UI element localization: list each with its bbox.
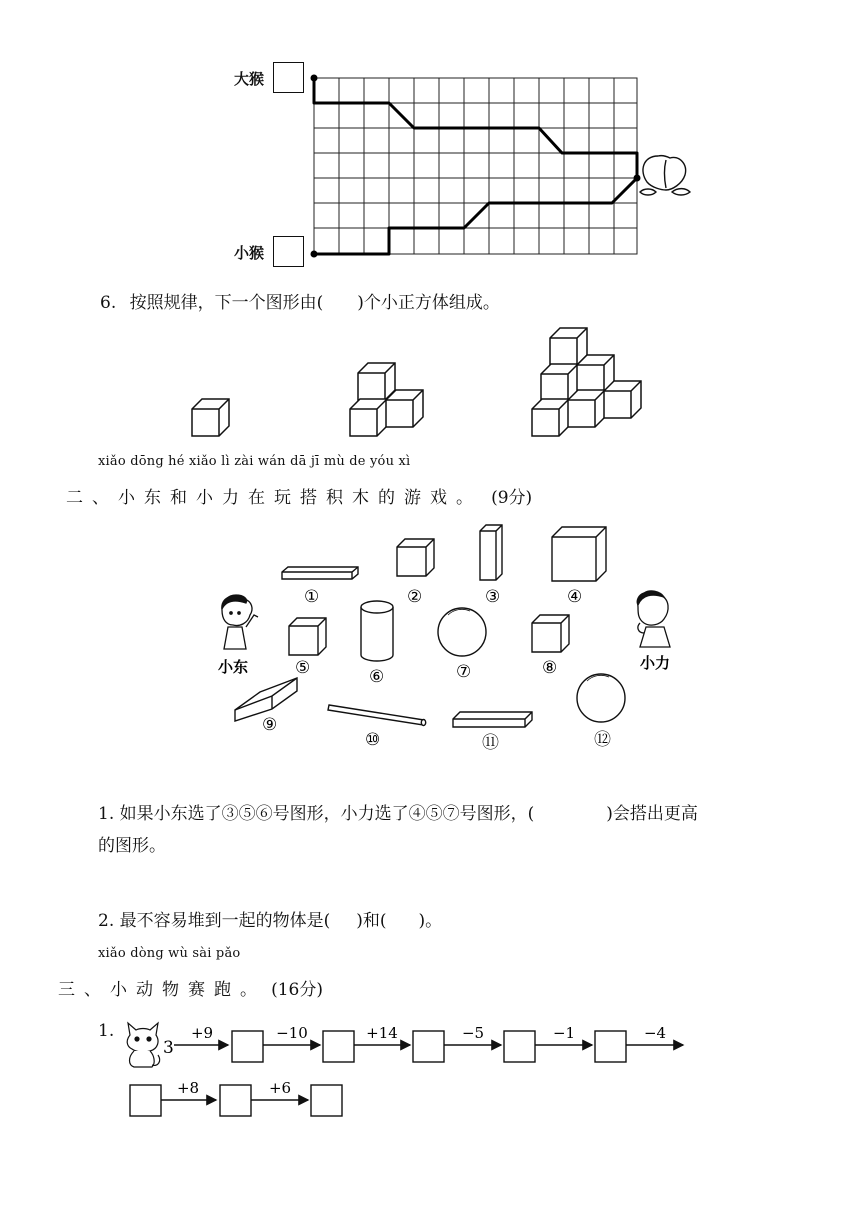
shape-number-5: ⑤	[295, 658, 311, 678]
section-2-question-1	[98, 799, 698, 824]
shape-number-12: ⑫	[594, 730, 611, 750]
op-7: +8	[176, 1079, 200, 1097]
question-text-end: )个小正方体组成。	[357, 293, 500, 313]
section-3-question-number: 1.	[98, 1021, 115, 1041]
shape-number-6: ⑥	[369, 667, 385, 687]
shape-number-9: ⑨	[262, 715, 278, 735]
building-blocks-figure	[200, 515, 680, 765]
section-2-score: (9分)	[491, 488, 533, 508]
section-2-pinyin: xiǎo dōng hé xiǎo lì zài wán dā jī mù de yóu xì	[98, 454, 411, 469]
question-text-mid: )和(	[356, 911, 387, 931]
section-3-pinyin: xiǎo dòng wù sài pǎo	[98, 946, 241, 961]
question-text: 1. 如果小东选了③⑤⑥号图形，小力选了④⑤⑦号图形，(	[98, 804, 535, 824]
section-2-question-2	[98, 906, 442, 931]
section-2-title: 二、小东和小力在玩搭积木的游戏。	[66, 488, 482, 508]
op-4: −5	[461, 1024, 485, 1042]
question-text: 按照规律，下一个图形由(	[129, 293, 324, 313]
shape-number-3: ③	[485, 587, 501, 607]
section-3-title: 三、小动物赛跑。	[58, 980, 266, 1000]
shape-number-8: ⑧	[542, 658, 558, 678]
label-small-monkey: 小猴	[234, 244, 265, 262]
question-6	[100, 288, 500, 313]
animal-race-chain	[118, 1015, 698, 1125]
op-5: −1	[552, 1024, 576, 1042]
boy-xiaodong-icon	[222, 595, 258, 649]
op-3: +14	[366, 1024, 398, 1042]
boy-xiaoli-icon	[637, 591, 670, 647]
op-8: +6	[268, 1079, 292, 1097]
question-text: 2. 最不容易堆到一起的物体是(	[98, 911, 331, 931]
section-2-heading	[66, 483, 532, 508]
op-6: −4	[643, 1024, 667, 1042]
label-big-monkey: 大猴	[234, 70, 265, 88]
op-2: −10	[276, 1024, 308, 1042]
shape-number-7: ⑦	[456, 662, 472, 682]
shape-number-1: ①	[304, 587, 320, 607]
shape-number-4: ④	[567, 587, 583, 607]
question-text-end: )会搭出更高	[606, 804, 698, 824]
question-text-end: )。	[418, 911, 443, 931]
op-1: +9	[190, 1024, 214, 1042]
section-3-heading	[58, 975, 323, 1000]
section-3-score: (16分)	[271, 980, 323, 1000]
shape-number-10: ⑩	[365, 730, 381, 750]
start-number: 3	[163, 1038, 174, 1058]
question-number: 6.	[100, 293, 117, 313]
shape-number-2: ②	[407, 587, 423, 607]
cat-icon	[127, 1023, 159, 1067]
section-2-question-1-cont: 的图形。	[98, 836, 166, 856]
path-grid	[300, 70, 700, 260]
label-xiaodong: 小东	[218, 658, 249, 676]
shape-number-11: ⑪	[482, 733, 499, 753]
label-xiaoli: 小力	[640, 654, 671, 672]
cube-pattern-figure	[180, 320, 660, 445]
peach-icon	[640, 156, 690, 195]
